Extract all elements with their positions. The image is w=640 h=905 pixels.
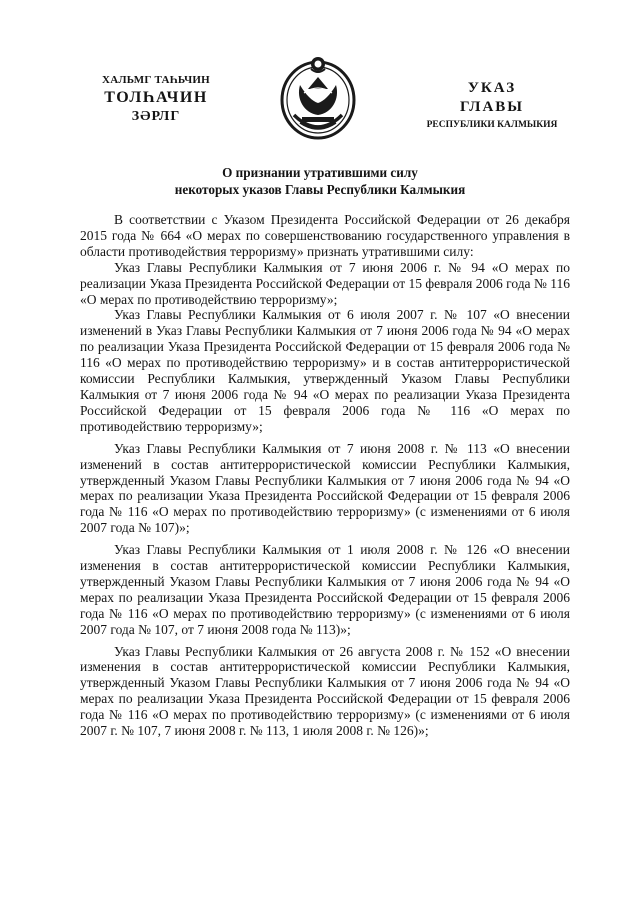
paragraph: Указ Главы Республики Калмыкия от 7 июня 2008 г. № 113 «О внесении изменений в состав антитеррористической комиссии Республики Калмыкия, утвержденный Указом Главы Республики Калмыкия от 7 июня 2006 года № 94 «О мерах по реализации Указа Президента Российской Федерации от 15 февраля 2006 года № 116 «О мерах по противодействию терроризму» (с изменениями от 6 июля 2007 года № 107)»; [80,440,570,536]
header-russian-line3: РЕСПУБЛИКИ КАЛМЫКИЯ [426,119,558,130]
coat-of-arms-icon [278,53,358,141]
paragraph: Указ Главы Республики Калмыкия от 7 июня 2006 г. № 94 «О мерах по реализации Указа Президента Российской Федерации от 15 февраля 2006 года № 116 «О мерах по противодействию терроризму»; [80,259,570,307]
header-russian-line1: УКАЗ [467,80,517,96]
header-russian [404,79,580,131]
header-kalmyk-line3: ЗӘРЛГ [131,108,181,124]
header-kalmyk-line1: ХАЛЬМГ ТАҺЬЧИН [102,74,210,86]
header-kalmyk-line2: ТОЛҺАЧИН [104,88,208,106]
decree-title [120,164,520,198]
decree-title-line1: О признании утратившими силу [222,165,418,180]
decree-title-line2: некоторых указов Главы Республики Калмыкия [174,182,466,197]
header-kalmyk [82,74,230,125]
decree-body [80,212,570,739]
paragraph: Указ Главы Республики Калмыкия от 26 августа 2008 г. № 152 «О внесении изменения в состав антитеррористической комиссии Республики Калмыкия, утвержденный Указом Главы Республики Калмыкия от 7 июня 2006 года № 94 «О мерах по реализации Указа Президента Российской Федерации от 15 февраля 2006 года № 116 «О мерах по противодействию терроризму» (с изменениями от 6 июля 2007 г. № 107, 7 июня 2008 г. № 113, 1 июля 2008 г. № 126)»; [80,643,570,739]
paragraph: Указ Главы Республики Калмыкия от 1 июля 2008 г. № 126 «О внесении изменения в состав антитеррористической комиссии Республики Калмыкия, утвержденный Указом Главы Республики Калмыкия от 7 июня 2006 года № 94 «О мерах по реализации Указа Президента Российской Федерации от 15 февраля 2006 года № 116 «О мерах по противодействию терроризму» (с изменениями от 6 июля 2007 года № 107, от 7 июня 2008 года № 113)»; [80,542,570,637]
paragraph: В соответствии с Указом Президента Российской Федерации от 26 декабря 2015 года № 664 «О мерах по совершенствованию государственного управления в области противодействия терроризму» признать утратившими силу: [80,212,570,259]
header-russian-line2: ГЛАВЫ [459,98,525,115]
paragraph: Указ Главы Республики Калмыкия от 6 июля 2007 г. № 107 «О внесении изменений в Указ Главы Республики Калмыкия от 7 июня 2006 года № 94 «О мерах по реализации Указа Президента Российской Федерации от 15 февраля 2006 года № 116 «О мерах по противодействию терроризму» и в состав антитеррористической комиссии Республики Калмыкия, утвержденный Указом Главы Республики Калмыкия от 7 июня 2006 года № 94 «О мерах по реализации Указа Президента Российской Федерации от 15 февраля 2006 года № 116 «О мерах по противодействию терроризму»; [80,307,570,434]
